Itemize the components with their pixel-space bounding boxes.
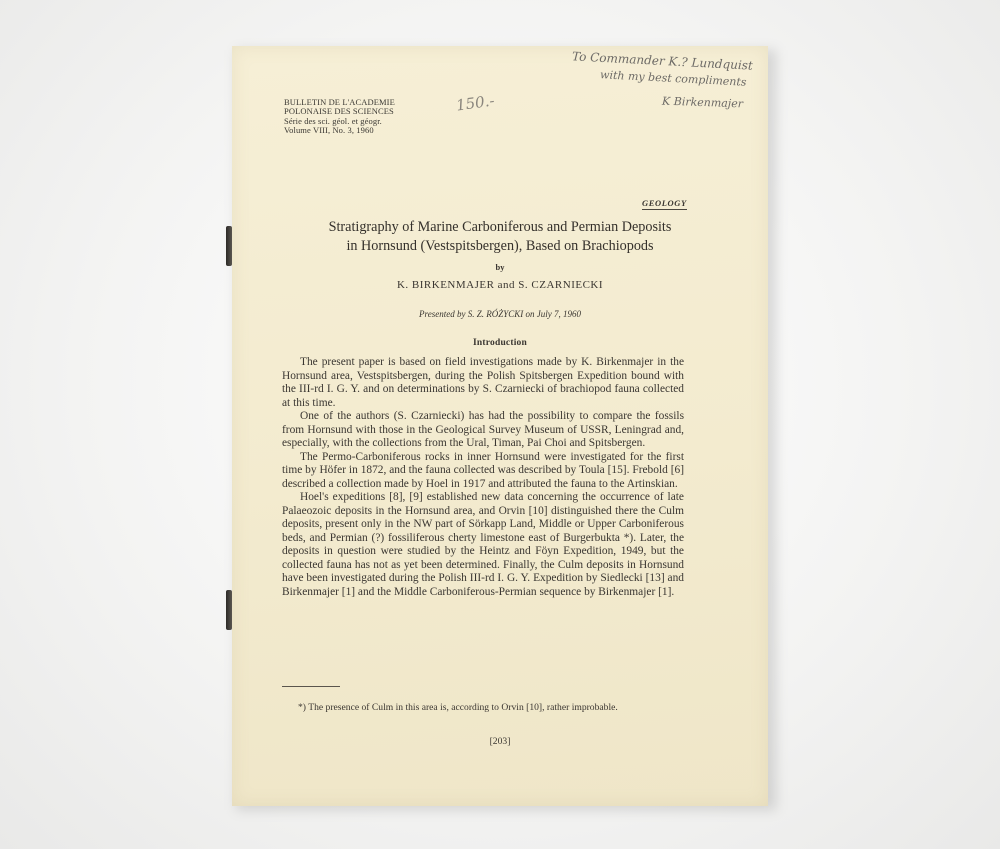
footnote-rule — [282, 686, 340, 687]
authors: K. BIRKENMAJER and S. CZARNIECKI — [396, 279, 604, 291]
journal-header-line: Série des sci. géol. et géogr. — [284, 115, 382, 126]
paper-title — [262, 218, 738, 256]
journal-header-line: Volume VIII, No. 3, 1960 — [284, 125, 374, 136]
paragraph: The Permo-Carboniferous rocks in inner Hornsund were investigated for the first time by Höfer in 1872, and the fauna collected was described by Toula [15]. Frebold [6] described a collection made by Hoel in 1917 and attributed the fauna to the Artinskian. — [282, 450, 684, 490]
by-label: by — [495, 262, 505, 272]
body-text — [282, 356, 684, 599]
paragraph: The present paper is based on field investigations made by K. Birkenmajer in the Hornsund area, Vestspitsbergen, during the Polish Spitsbergen Expedition bound with the III-rd I. G. Y. and on determinations by S. Czarniecki of brachiopod fauna collected at this time. — [282, 356, 684, 409]
offprint-page — [232, 46, 768, 806]
journal-header-line: POLONAISE DES SCIENCES — [284, 106, 394, 117]
journal-header — [284, 98, 395, 136]
footnote: *) The presence of Culm in this area is, according to Orvin [10], rather improbable. — [298, 702, 618, 713]
inscription-line: To Commander K.? Lundquist — [571, 49, 754, 73]
paragraph: One of the authors (S. Czarniecki) has had the possibility to compare the fossils from Hornsund with those in the Geological Survey Museum of USSR, Leningrad and, especially, with the collections from the Ural, Timan, Pai Choi and Spitsbergen. — [282, 410, 684, 449]
inscription-line: with my best compliments — [599, 68, 747, 89]
title-line: in Hornsund (Vestspitsbergen), Based on Brachiopods — [346, 238, 654, 254]
paragraph: Hoel's expeditions [8], [9] established new data concerning the occurrence of late Palaeozoic deposits in the Hornsund area, and Orvin [10] distinguished there the Culm deposits, present only in the NW part of Sörkapp Land, Middle or Upper Carboniferous beds, and Permian (?) fossiliferous cherty limestone east of Burgerbukta *). Later, the deposits in question were studied by the Heintz and Föyn Expedition, 1949, but the collected fauna has not as yet been determined. Finally, the Culm deposits in Hornsund have been investigated during the Polish III-rd I. G. Y. Expedition by Siedlecki [13] and Birkenmajer [1] and the Middle Carboniferous-Permian sequence by Birkenmajer [1]. — [282, 491, 684, 598]
pencil-price: 150.- — [454, 91, 496, 115]
page-number: [203] — [489, 736, 511, 747]
presented-by: Presented by S. Z. RÓŻYCKI on July 7, 1960 — [419, 309, 581, 319]
section-heading: Introduction — [473, 338, 527, 348]
subject-label: GEOLOGY — [642, 198, 687, 208]
journal-header-line: BULLETIN DE L'ACADEMIE — [284, 97, 395, 107]
inscription-signature: K Birkenmajer — [661, 94, 744, 111]
title-line: Stratigraphy of Marine Carboniferous and Permian Deposits — [328, 219, 672, 235]
